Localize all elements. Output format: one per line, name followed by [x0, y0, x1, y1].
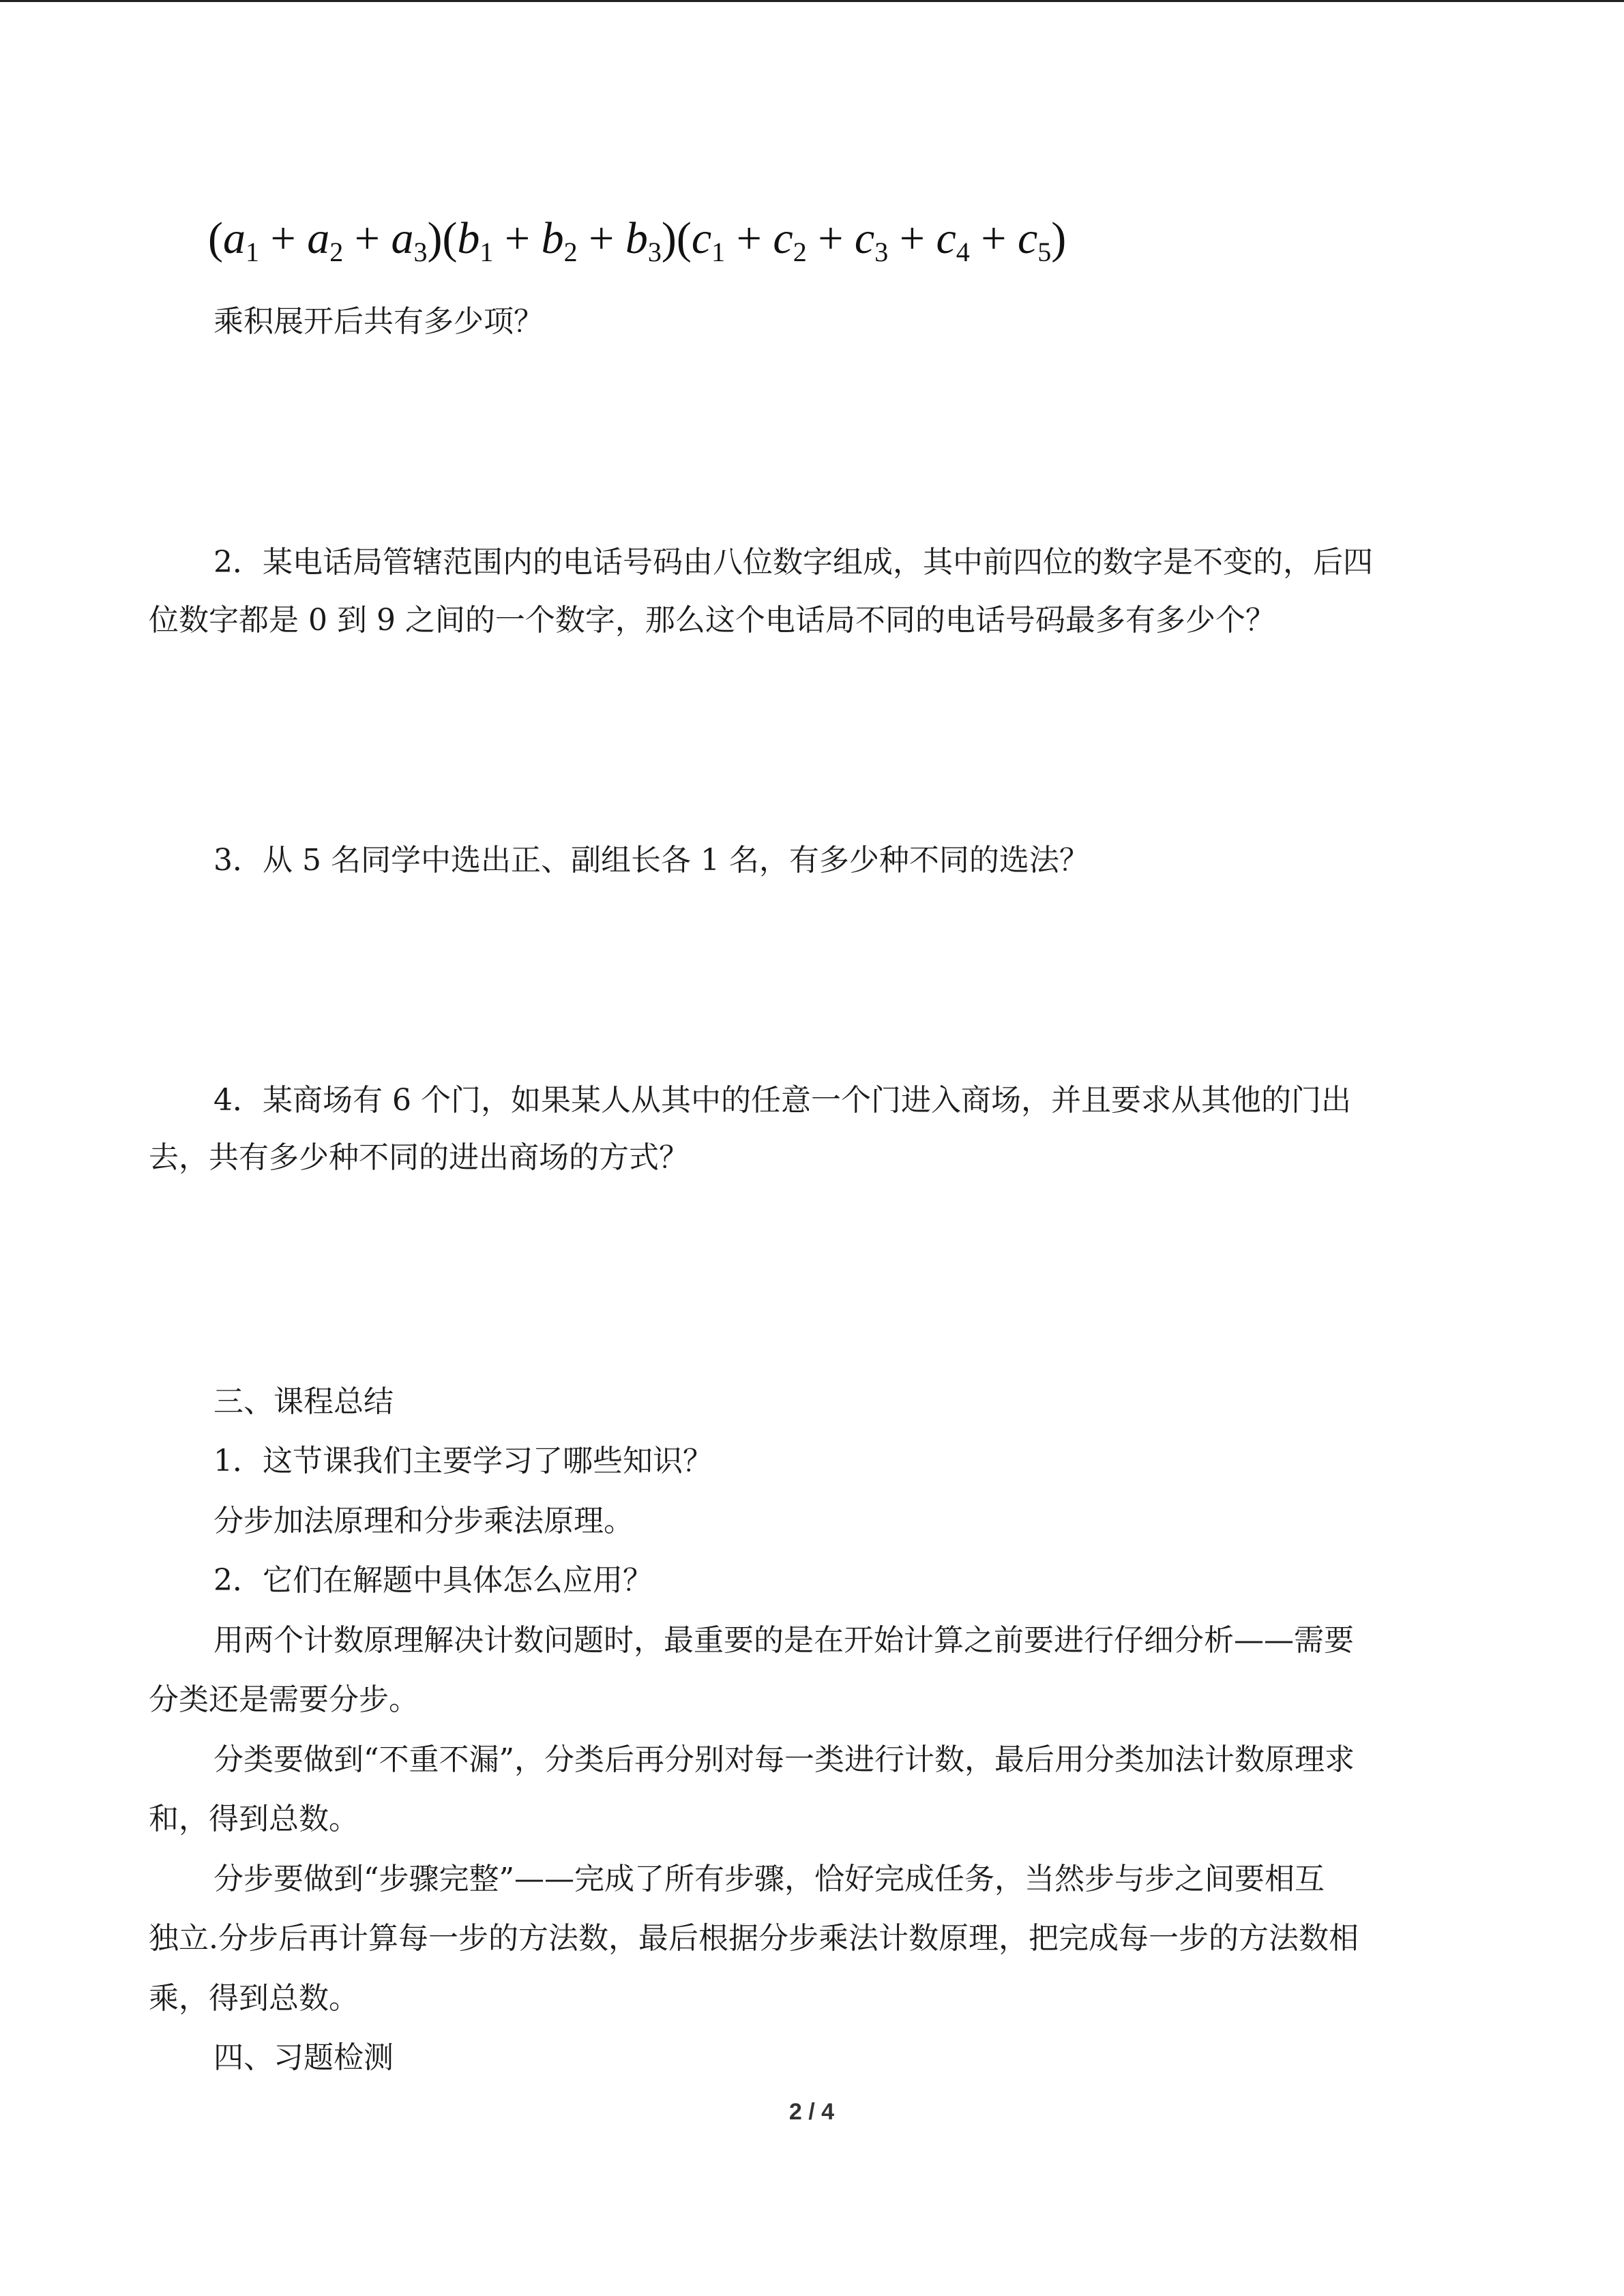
question-1-continuation: 乘积展开后共有多少项？	[213, 304, 544, 339]
section-3-heading: 三、课程总结	[213, 1384, 394, 1419]
question-4-line-1: 4．某商场有 6 个门，如果某人从其中的任意一个门进入商场，并且要求从其他的门出	[213, 1083, 1351, 1118]
page-number: 2 / 4	[788, 2099, 835, 2125]
summary-paragraph-3-line-3: 乘，得到总数。	[149, 1981, 359, 2016]
section-4-heading: 四、习题检测	[213, 2040, 394, 2075]
summary-question-1: 1．这节课我们主要学习了哪些知识？	[213, 1444, 713, 1478]
summary-paragraph-1-line-1: 用两个计数原理解决计数问题时，最重要的是在开始计算之前要进行仔细分析——需要	[213, 1623, 1354, 1658]
summary-paragraph-2-line-2: 和，得到总数。	[149, 1802, 359, 1836]
product-formula: $(a_1 + a_2 + a_3)(b_1 + b_2 + b_3)(c_1 + c_2 + c_3 + c_4 + c_5)$	[208, 213, 1067, 267]
summary-question-2: 2．它们在解题中具体怎么应用？	[213, 1563, 653, 1598]
question-2-line-2: 位数字都是 0 到 9 之间的一个数字，那么这个电话局不同的电话号码最多有多少个？	[149, 603, 1275, 638]
question-3: 3．从 5 名同学中选出正、副组长各 1 名，有多少种不同的选法？	[213, 843, 1089, 878]
summary-paragraph-1-line-2: 分类还是需要分步。	[149, 1682, 419, 1717]
summary-paragraph-3-line-2: 独立.分步后再计算每一步的方法数，最后根据分步乘法计数原理，把完成每一步的方法数相	[149, 1921, 1359, 1956]
summary-paragraph-2-line-1: 分类要做到“不重不漏”，分类后再分别对每一类进行计数，最后用分类加法计数原理求	[213, 1742, 1355, 1777]
question-4-line-2: 去，共有多少种不同的进出商场的方式？	[149, 1140, 689, 1175]
formula-paren: (	[208, 213, 223, 263]
summary-paragraph-3-line-1: 分步要做到“步骤完整”——完成了所有步骤，恰好完成任务，当然步与步之间要相互	[213, 1862, 1325, 1896]
question-2-line-1: 2．某电话局管辖范围内的电话号码由八位数字组成，其中前四位的数字是不变的，后四	[213, 545, 1373, 580]
summary-answer-1: 分步加法原理和分步乘法原理。	[213, 1504, 634, 1538]
